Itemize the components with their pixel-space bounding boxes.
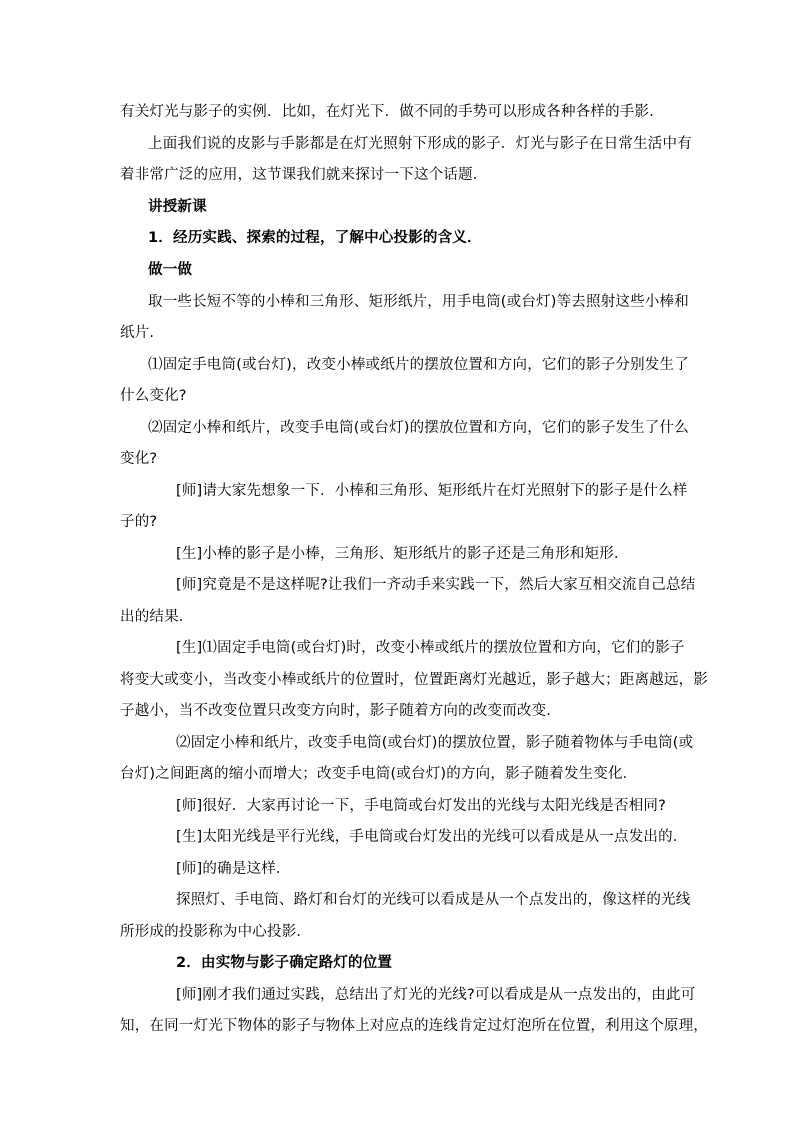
question-line: ⑵固定小棒和纸片，改变手电筒(或台灯)的摆放位置和方向，它们的影子发生了什么 bbox=[148, 420, 689, 436]
subsection-heading: 1．经历实践、探索的过程，了解中心投影的含义． bbox=[148, 230, 482, 246]
paragraph-line: 上面我们说的皮影与手影都是在灯光照射下形成的影子．灯光与影子在日常生活中有 bbox=[148, 136, 692, 152]
dialogue-line: [生]⑴固定手电筒(或台灯)时，改变小棒或纸片的摆放位置和方向，它们的影子 bbox=[176, 640, 685, 656]
dialogue-line: [生]小棒的影子是小棒，三角形、矩形纸片的影子还是三角形和矩形． bbox=[176, 546, 629, 562]
dialogue-line: 子越小，当不改变位置只改变方向时，影子随着方向的改变而改变． bbox=[120, 703, 561, 719]
dialogue-line: [生]太阳光线是平行光线，手电筒或台灯发出的光线可以看成是从一点发出的． bbox=[176, 829, 688, 845]
paragraph-line: 有关灯光与影子的实例．比如，在灯光下．做不同的手势可以形成各种各样的手影． bbox=[120, 104, 664, 120]
paragraph-line: 所形成的投影称为中心投影． bbox=[120, 924, 312, 940]
dialogue-line: [师]究竟是不是这样呢?让我们一齐动手来实践一下，然后大家互相交流自己总结 bbox=[176, 577, 696, 593]
paragraph-line: 着非常广泛的应用，这节课我们就来探讨一下这个话题． bbox=[120, 167, 488, 183]
dialogue-line: 出的结果． bbox=[120, 609, 194, 625]
dialogue-line: [师]刚才我们通过实践，总结出了灯光的光线?可以看成是从一点发出的，由此可 bbox=[176, 987, 696, 1003]
dialogue-line: ⑵固定小棒和纸片，改变手电筒(或台灯)的摆放位置，影子随着物体与手电筒(或 bbox=[176, 735, 694, 751]
dialogue-line: [师]很好．大家再讨论一下，手电筒或台灯发出的光线与太阳光线是否相同? bbox=[176, 798, 667, 814]
question-line: ⑴固定手电筒(或台灯)，改变小棒或纸片的摆放位置和方向，它们的影子分别发生了 bbox=[148, 357, 689, 373]
dialogue-line: 子的? bbox=[120, 514, 158, 530]
paragraph-line: 取一些长短不等的小棒和三角形、矩形纸片，用手电筒(或台灯)等去照射这些小棒和 bbox=[148, 294, 689, 310]
paragraph-line: 探照灯、手电筒、路灯和台灯的光线可以看成是从一个点发出的，像这样的光线 bbox=[176, 892, 691, 908]
dialogue-line: 台灯)之间距离的缩小而增大；改变手电筒(或台灯)的方向，影子随着发生变化． bbox=[120, 766, 638, 782]
section-heading: 讲授新课 bbox=[148, 199, 207, 215]
subsection-heading: 2．由实物与影子确定路灯的位置 bbox=[176, 955, 393, 971]
dialogue-line: [师]的确是这样． bbox=[176, 861, 291, 877]
question-line: 变化? bbox=[120, 451, 158, 467]
dialogue-line: [师]请大家先想象一下．小棒和三角形、矩形纸片在灯光照射下的影子是什么样 bbox=[176, 483, 688, 499]
paragraph-line: 知，在同一灯光下物体的影子与物体上对应点的连线肯定过灯泡所在位置，利用这个原理， bbox=[120, 1018, 708, 1034]
paragraph-line: 纸片． bbox=[120, 325, 165, 341]
dialogue-line: 将变大或变小，当改变小棒或纸片的位置时，位置距离灯光越近，影子越大；距离越远，影 bbox=[120, 672, 708, 688]
question-line: 什么变化? bbox=[120, 388, 187, 404]
activity-heading: 做一做 bbox=[148, 262, 193, 278]
